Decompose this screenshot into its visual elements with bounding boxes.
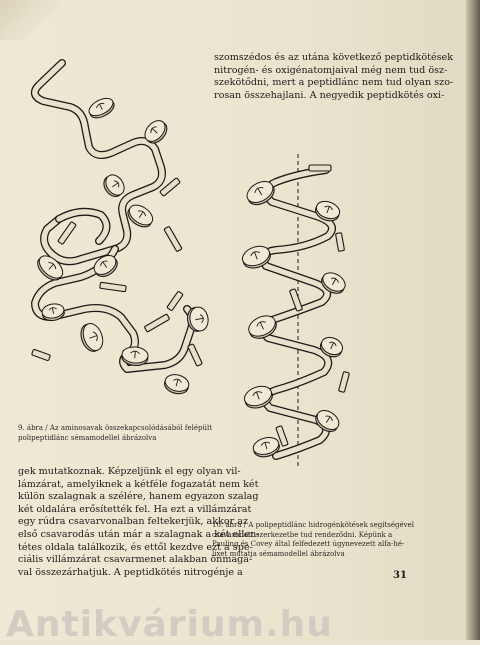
- caption-line: Pauling és Covey által felfedezett úgynevezett alfa-hé-: [212, 540, 405, 549]
- side-chain-bar: [58, 221, 77, 244]
- text-line: külön szalagnak a szélére, hanem egyazon szalag: [18, 491, 259, 503]
- text-line: ciális villámzárat csavarmenet alakban önmagá-: [18, 554, 253, 566]
- figure-10-alpha-helix: [236, 150, 356, 470]
- caption-line: 10. ábra / A polipeptidlánc hidrogénkötések segítségével: [212, 521, 414, 529]
- figure-9-caption: [18, 424, 213, 443]
- side-chain-bar: [144, 314, 170, 332]
- side-chain-bar: [32, 349, 51, 361]
- text-line: szekötődni, mert a peptidlánc nem tud olyan szo-: [214, 77, 454, 89]
- text-line: két oldalára erősítették fel. Ha ezt a villámzárat: [18, 503, 252, 515]
- text-line: első csavarodás után már a szalagnak a két ellen-: [18, 528, 260, 540]
- caption-line: polipeptidlánc sémamodellel ábrázolva: [18, 433, 157, 442]
- side-chain-bar: [339, 372, 350, 393]
- bottom-paragraph: [18, 466, 260, 579]
- figure-10-caption: [212, 521, 414, 559]
- top-paragraph: [214, 52, 454, 102]
- side-chain-bar: [309, 165, 331, 171]
- text-line: nitrogén- és oxigénatomjaival még nem tud ösz-: [214, 64, 448, 76]
- page-number: 31: [393, 570, 407, 581]
- side-chain-bar: [167, 291, 183, 311]
- text-line: rosan összehajlani. A negyedik peptidkötés oxi-: [214, 89, 445, 101]
- text-line: szomszédos és az utána következő peptidkötések: [214, 52, 454, 63]
- watermark: Antikvárium.hu: [6, 604, 333, 645]
- text-line: tétes oldala találkozik, és ettől kezdve ezt a spe-: [18, 541, 253, 553]
- caption-line: csavarodott szerkezetbe tud rendeződni. Képünk a: [212, 530, 393, 539]
- side-chain-bar: [100, 282, 127, 292]
- peptide-disk: [77, 321, 106, 354]
- book-spine-shadow: [466, 0, 480, 640]
- side-chain-bar: [164, 226, 182, 252]
- side-chain-bar: [188, 344, 203, 366]
- side-chain-bar: [289, 289, 302, 312]
- side-chain-bar: [335, 233, 344, 252]
- peptide-disk: [100, 171, 128, 200]
- text-line: lámzárat, amelyiknek a kétféle fogazatát nem két: [18, 478, 259, 490]
- chain-segment-inner: [35, 63, 162, 261]
- peptide-disk: [163, 372, 191, 396]
- figure-9-polypeptide-chain: [15, 55, 210, 405]
- peptide-disk: [312, 407, 342, 436]
- text-line: val összezárhatjuk. A peptidkötés nitrogénje a: [18, 566, 243, 578]
- peptide-disk: [86, 95, 117, 122]
- peptide-disk: [318, 269, 348, 297]
- text-line: egy rúdra csavarvonalban feltekerjük, akkor az: [18, 516, 249, 528]
- chain-segment: [35, 63, 162, 261]
- text-line: gek mutatkoznak. Képzeljünk el egy olyan vil-: [18, 466, 241, 477]
- caption-line: lixet mutatja sémamodellel ábrázolva: [212, 549, 345, 558]
- caption-line: 9. ábra / Az aminosavak összekapcsolódásából felépült: [18, 424, 213, 432]
- page-corner-shadow: [0, 0, 60, 40]
